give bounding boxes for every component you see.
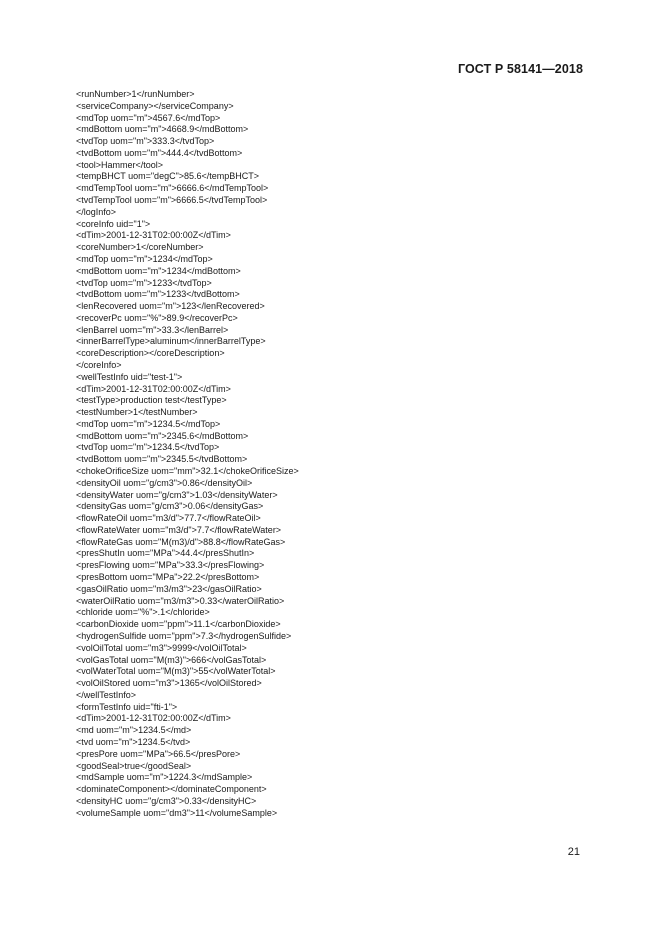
xml-line: <mdBottom uom="m">1234</mdBottom> (76, 265, 241, 276)
xml-line: <chloride uom="%">.1</chloride> (76, 607, 210, 618)
xml-code-block (76, 89, 596, 819)
xml-line: <recoverPc uom="%">89.9</recoverPc> (76, 312, 238, 323)
xml-line: <flowRateGas uom="M(m3)/d">88.8</flowRateGas> (76, 536, 286, 547)
xml-line: <volGasTotal uom="M(m3)">666</volGasTotal> (76, 654, 267, 665)
xml-line: <tvdBottom uom="m">1233</tvdBottom> (76, 289, 240, 300)
xml-line: <formTestInfo uid="fti-1"> (76, 701, 178, 712)
xml-line: <hydrogenSulfide uom="ppm">7.3</hydrogenSulfide> (76, 630, 292, 641)
xml-line: <densityOil uom="g/cm3">0.86</densityOil> (76, 477, 253, 488)
xml-line: <presFlowing uom="MPa">33.3</presFlowing> (76, 560, 265, 571)
xml-line: <dTim>2001-12-31T02:00:00Z</dTim> (76, 230, 231, 241)
xml-line: <md uom="m">1234.5</md> (76, 725, 192, 736)
xml-line: <mdBottom uom="m">4668.9</mdBottom> (76, 124, 249, 135)
xml-line: <volWaterTotal uom="M(m3)">55</volWaterTotal> (76, 666, 276, 677)
xml-line: <mdTop uom="m">1234.5</mdTop> (76, 418, 221, 429)
xml-line: <tvdTop uom="m">1233</tvdTop> (76, 277, 212, 288)
xml-line: <tool>Hammer</tool> (76, 159, 164, 170)
xml-line: <coreInfo uid="1"> (76, 218, 151, 229)
xml-line: <dTim>2001-12-31T02:00:00Z</dTim> (76, 713, 231, 724)
xml-line: </wellTestInfo> (76, 689, 137, 700)
xml-line: <innerBarrelType>aluminum</innerBarrelType> (76, 336, 266, 347)
xml-line: </coreInfo> (76, 359, 122, 370)
xml-line: <tvdBottom uom="m">444.4</tvdBottom> (76, 147, 243, 158)
xml-line: <tvdBottom uom="m">2345.5</tvdBottom> (76, 454, 248, 465)
xml-line: <serviceCompany></serviceCompany> (76, 100, 234, 111)
xml-line: <flowRateWater uom="m3/d">7.7</flowRateWater> (76, 524, 282, 535)
xml-line: <volOilTotal uom="m3">9999</volOilTotal> (76, 642, 247, 653)
xml-line: <flowRateOil uom="m3/d">77.7</flowRateOil> (76, 513, 261, 524)
xml-line: <tvdTempTool uom="m">6666.5</tvdTempTool> (76, 195, 268, 206)
xml-line: <volOilStored uom="m3">1365</volOilStored> (76, 678, 262, 689)
xml-line: <mdBottom uom="m">2345.6</mdBottom> (76, 430, 249, 441)
xml-line: <densityGas uom="g/cm3">0.06</densityGas> (76, 501, 264, 512)
page-number: 21 (567, 846, 580, 858)
xml-line: </logInfo> (76, 206, 117, 217)
xml-line: <presShutIn uom="MPa">44.4</presShutIn> (76, 548, 255, 559)
xml-line: <dTim>2001-12-31T02:00:00Z</dTim> (76, 383, 231, 394)
xml-line: <carbonDioxide uom="ppm">11.1</carbonDioxide> (76, 619, 281, 630)
xml-line: <runNumber>1</runNumber> (76, 89, 195, 99)
xml-line: <coreNumber>1</coreNumber> (76, 242, 204, 253)
xml-line: <volumeSample uom="dm3">11</volumeSample> (76, 807, 278, 818)
xml-line: <tvdTop uom="m">1234.5</tvdTop> (76, 442, 220, 453)
xml-line: <testType>production test</testType> (76, 395, 227, 406)
xml-line: <goodSeal>true</goodSeal> (76, 760, 192, 771)
xml-line: <chokeOrificeSize uom="mm">32.1</chokeOrificeSize> (76, 466, 299, 476)
xml-line: <tempBHCT uom="degC">85.6</tempBHCT> (76, 171, 260, 182)
document-standard-header: ГОСТ Р 58141—2018 (457, 62, 583, 76)
xml-line: <mdTop uom="m">4567.6</mdTop> (76, 112, 221, 123)
xml-line: <lenRecovered uom="m">123</lenRecovered> (76, 301, 265, 312)
xml-line: <mdTempTool uom="m">6666.6</mdTempTool> (76, 183, 269, 194)
xml-line: <presPore uom="MPa">66.5</presPore> (76, 748, 241, 759)
xml-line: <coreDescription></coreDescription> (76, 348, 225, 359)
xml-line: <wellTestInfo uid="test-1"> (76, 371, 183, 382)
xml-line: <gasOilRatio uom="m3/m3">23</gasOilRatio> (76, 583, 262, 594)
xml-line: <testNumber>1</testNumber> (76, 407, 198, 418)
xml-line: <mdSample uom="m">1224.3</mdSample> (76, 772, 253, 783)
xml-line: <dominateComponent></dominateComponent> (76, 784, 267, 795)
xml-line: <densityHC uom="g/cm3">0.33</densityHC> (76, 795, 257, 806)
xml-line: <tvdTop uom="m">333.3</tvdTop> (76, 136, 215, 147)
xml-line: <mdTop uom="m">1234</mdTop> (76, 253, 213, 264)
xml-line: <densityWater uom="g/cm3">1.03</densityWater> (76, 489, 278, 500)
xml-line: <presBottom uom="MPa">22.2</presBottom> (76, 572, 260, 583)
xml-line: <tvd uom="m">1234.5</tvd> (76, 736, 191, 747)
xml-line: <waterOilRatio uom="m3/m3">0.33</waterOilRatio> (76, 595, 285, 606)
xml-line: <lenBarrel uom="m">33.3</lenBarrel> (76, 324, 229, 335)
